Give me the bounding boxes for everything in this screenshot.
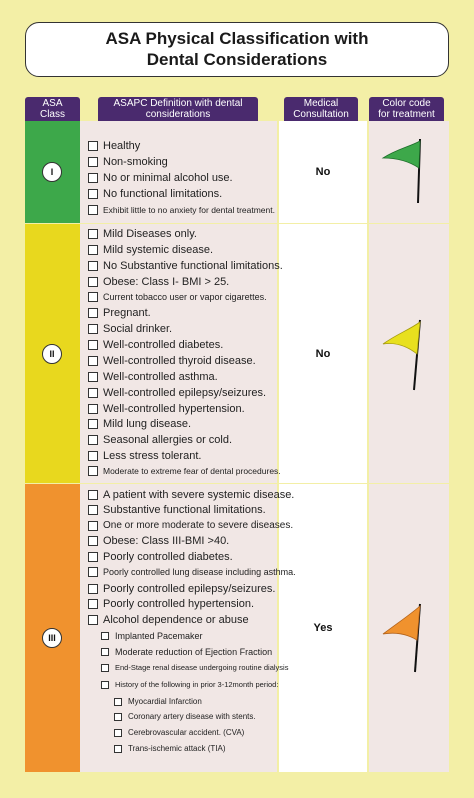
sub-sub-list-item <box>114 697 202 706</box>
item-text: Myocardial Infarction <box>128 697 202 706</box>
checkbox-icon <box>114 713 122 721</box>
item-text: Obese: Class III-BMI >40. <box>103 535 230 547</box>
item-text: Poorly controlled diabetes. <box>103 551 233 563</box>
list-item <box>88 504 266 516</box>
yellow-flag-icon <box>369 224 449 483</box>
list-item <box>88 140 140 152</box>
item-text: History of the following in prior 3-12month period: <box>115 680 279 689</box>
list-item <box>88 418 191 430</box>
list-item <box>88 614 249 626</box>
item-text: Non-smoking <box>103 156 168 168</box>
checkbox-icon <box>88 356 98 366</box>
item-text: Well-controlled asthma. <box>103 371 218 383</box>
item-text: A patient with severe systemic disease. <box>103 489 295 501</box>
item-text: Poorly controlled epilepsy/seizures. <box>103 583 276 595</box>
checkbox-icon <box>88 308 98 318</box>
item-text: No Substantive functional limitations. <box>103 260 283 272</box>
title-line-2: Dental Considerations <box>146 50 328 69</box>
checkbox-icon <box>88 229 98 239</box>
sub-list-item <box>101 663 288 672</box>
class-iii-flag-cell <box>369 484 449 772</box>
title-line-1: ASA Physical Classification with <box>105 29 369 48</box>
checkbox-icon <box>88 599 98 609</box>
item-text: Coronary artery disease with stents. <box>128 712 256 721</box>
checkbox-icon <box>88 261 98 271</box>
list-item <box>88 276 229 288</box>
checkbox-icon <box>88 567 98 577</box>
checkbox-icon <box>88 521 98 531</box>
item-text: Healthy <box>103 140 141 152</box>
class-ii-flag-cell <box>369 224 449 483</box>
header-color-line2: for treatment <box>378 109 435 120</box>
list-item <box>88 339 223 351</box>
sub-list-item <box>101 647 272 657</box>
item-text: Seasonal allergies or cold. <box>103 434 233 446</box>
item-text: Substantive functional limitations. <box>103 504 266 516</box>
item-text: Well-controlled thyroid disease. <box>103 355 256 367</box>
sub-sub-list-item <box>114 744 226 753</box>
list-item <box>88 583 275 595</box>
header-definition <box>98 97 258 121</box>
checkbox-icon <box>101 648 109 656</box>
checkbox-icon <box>114 729 122 737</box>
checkbox-icon <box>88 490 98 500</box>
header-consult-line2: Consultation <box>293 109 349 120</box>
list-item <box>88 489 294 501</box>
checkbox-icon <box>88 372 98 382</box>
checkbox-icon <box>114 698 122 706</box>
item-text: Implanted Pacemaker <box>115 631 203 641</box>
header-asa-class-line2: Class <box>39 109 65 120</box>
item-text: Less stress tolerant. <box>103 450 202 462</box>
title-box <box>25 22 449 77</box>
item-text: Cerebrovascular accident. (CVA) <box>128 728 245 737</box>
item-text: One or more moderate to severe diseases. <box>103 520 294 531</box>
checkbox-icon <box>88 205 98 215</box>
item-text: Well-controlled diabetes. <box>103 339 224 351</box>
sub-sub-list-item <box>114 728 244 737</box>
checkbox-icon <box>88 435 98 445</box>
header-asa-class-line1: ASA <box>42 98 63 109</box>
header-medical-consultation <box>284 97 358 121</box>
checkbox-icon <box>88 466 98 476</box>
checkbox-icon <box>88 324 98 334</box>
list-item <box>88 598 254 610</box>
item-text: Moderate reduction of Ejection Fraction <box>115 647 273 657</box>
list-item <box>88 387 266 399</box>
header-color-code <box>369 97 444 121</box>
checkbox-icon <box>88 292 98 302</box>
checkbox-icon <box>88 404 98 414</box>
item-text: Alcohol dependence or abuse <box>103 614 249 626</box>
checkbox-icon <box>88 173 98 183</box>
list-item <box>88 172 233 184</box>
class-i-flag-cell <box>369 121 449 223</box>
checkbox-icon <box>88 388 98 398</box>
list-item <box>88 188 222 200</box>
checkbox-icon <box>88 189 98 199</box>
list-item <box>88 520 293 531</box>
item-text: Exhibit little to no anxiety for dental treatment. <box>103 205 275 215</box>
checkbox-icon <box>101 664 109 672</box>
list-item <box>88 355 256 367</box>
list-item <box>88 228 197 240</box>
item-text: Moderate to extreme fear of dental procedures. <box>103 466 281 476</box>
item-text: Well-controlled hypertension. <box>103 403 245 415</box>
item-text: Mild lung disease. <box>103 418 192 430</box>
checkbox-icon <box>88 141 98 151</box>
checkbox-icon <box>88 536 98 546</box>
list-item <box>88 260 283 272</box>
item-text: Trans-ischemic attack (TIA) <box>128 744 226 753</box>
checkbox-icon <box>88 277 98 287</box>
class-ii-badge: II <box>42 344 62 364</box>
checkbox-icon <box>101 681 109 689</box>
class-i-consultation: No <box>279 121 367 223</box>
checkbox-icon <box>88 451 98 461</box>
item-text: End-Stage renal disease undergoing routine dialysis <box>115 663 289 672</box>
checkbox-icon <box>88 340 98 350</box>
class-ii-consultation: No <box>279 224 367 483</box>
list-item <box>88 551 233 563</box>
item-text: Well-controlled epilepsy/seizures. <box>103 387 267 399</box>
sub-sub-list-item <box>114 712 256 721</box>
header-definition-line1: ASAPC Definition with dental <box>113 98 243 109</box>
item-text: Mild systemic disease. <box>103 244 214 256</box>
list-item <box>88 403 245 415</box>
item-text: No functional limitations. <box>103 188 223 200</box>
item-text: Social drinker. <box>103 323 173 335</box>
checkbox-icon <box>88 615 98 625</box>
header-consult-line1: Medical <box>303 98 339 109</box>
list-item <box>88 371 218 383</box>
list-item <box>88 466 281 476</box>
checkbox-icon <box>88 245 98 255</box>
list-item <box>88 292 267 302</box>
item-text: No or minimal alcohol use. <box>103 172 233 184</box>
list-item <box>88 535 229 547</box>
checkbox-icon <box>101 632 109 640</box>
checkbox-icon <box>88 584 98 594</box>
header-color-line1: Color code <box>382 98 431 109</box>
item-text: Obese: Class I- BMI > 25. <box>103 276 230 288</box>
class-iii-badge: III <box>42 628 62 648</box>
item-text: Current tobacco user or vapor cigarettes. <box>103 292 267 302</box>
header-asa-class <box>25 97 80 121</box>
checkbox-icon <box>88 505 98 515</box>
checkbox-icon <box>88 552 98 562</box>
class-i-badge: I <box>42 162 62 182</box>
sub-list-item <box>101 631 203 641</box>
list-item <box>88 434 232 446</box>
checkbox-icon <box>114 745 122 753</box>
list-item <box>88 205 275 215</box>
green-flag-icon <box>369 121 449 223</box>
checkbox-icon <box>88 419 98 429</box>
list-item <box>88 244 213 256</box>
item-text: Pregnant. <box>103 307 151 319</box>
list-item <box>88 307 151 319</box>
item-text: Mild Diseases only. <box>103 228 197 240</box>
list-item <box>88 450 201 462</box>
item-text: Poorly controlled lung disease including asthma. <box>103 567 296 577</box>
list-item <box>88 323 172 335</box>
list-item <box>88 567 296 577</box>
header-definition-line2: considerations <box>145 109 211 120</box>
checkbox-icon <box>88 157 98 167</box>
sub-list-item <box>101 680 278 689</box>
orange-flag-icon <box>369 484 449 772</box>
class-iii-consultation: Yes <box>279 484 367 772</box>
item-text: Poorly controlled hypertension. <box>103 598 255 610</box>
list-item <box>88 156 168 168</box>
